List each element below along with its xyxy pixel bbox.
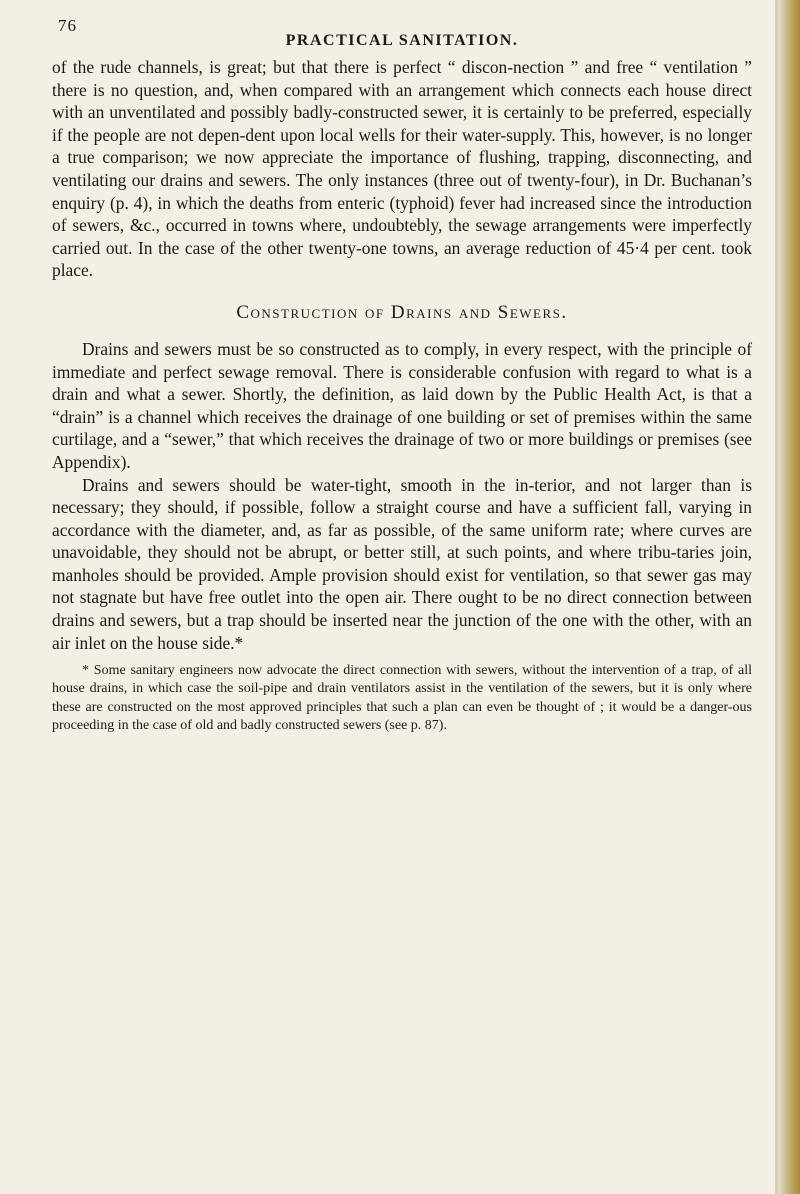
section-heading: Construction of Drains and Sewers.	[236, 301, 568, 323]
running-head: PRACTICAL SANITATION.	[285, 32, 519, 49]
section-paragraph-1: Drains and sewers must be so constructed as to comply, in every respect, with the principle of immediate and perfect sewage removal. There is considerable confusion with regard to what is a drain and what a sewer. Shortly, the definition, as laid down by the Public Health Act, is that a “drain” is a channel which receives the drainage of one building or set of premises within the same curtilage, and a “sewer,” that which receives the drainage of two or more buildings or premises (see Appendix).	[52, 338, 752, 472]
footnote: * Some sanitary engineers now advocate the direct connection with sewers, without the intervention of a trap, of all house drains, in which case the soil-pipe and drain ventilators assist in the ventilation of the sewers, but it is only where these are constructed on the most approved principles that such a plan can even be thought of ; it would be a danger-ous proceeding in the case of old and badly constructed sewers (see p. 87).	[52, 663, 752, 733]
body-paragraph-continued: of the rude channels, is great; but that there is perfect “ discon-nection ” and free “ ventilation ” there is no question, and, when compared with an arrangement which connects each house direct with an unventilated and possibly badly-constructed sewer, it is certainly to be preferred, especially if the people are not depen-dent upon local wells for their water-supply. This, however, is no longer a true comparison; we now appreciate the importance of flushing, trapping, disconnecting, and ventilating our drains and sewers. The only instances (three out of twenty-four), in Dr. Buchanan’s enquiry (p. 4), in which the deaths from enteric (typhoid) fever had increased since the introduction of sewers, &c., occurred in towns where, undoubtebly, the sewage arrangements were imperfectly carried out. In the case of the other twenty-one towns, an average reduction of 45·4 per cent. took place.	[52, 57, 752, 281]
page-edge	[778, 0, 800, 1194]
book-page	[52, 16, 752, 735]
section-paragraph-2: Drains and sewers should be water-tight, smooth in the in-terior, and not larger than is necessary; they should, if possible, follow a straight course and have a sufficient fall, varying in accordance with the diameter, and, as far as possible, of the same uniform rate; where curves are unavoidable, they should not be abrupt, or better still, at such points, and where tribu-taries join, manholes should be provided. Ample provision should exist for ventilation, so that sewer gas may not stagnate but have free outlet into the open air. There ought to be no direct connection between drains and sewers, but a trap should be inserted near the junction of the one with the other, with an air inlet on the house side.*	[52, 474, 752, 653]
page-header	[52, 16, 752, 56]
page-number: 76	[58, 16, 77, 35]
